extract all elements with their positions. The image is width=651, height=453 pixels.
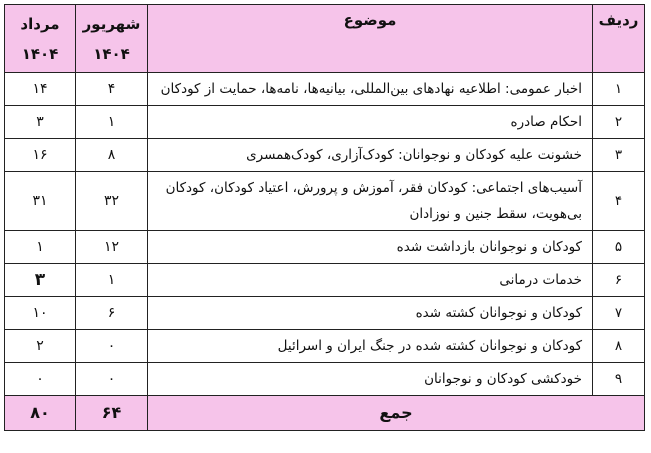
table-row <box>5 330 645 363</box>
row-topic: کودکان و نوجوانان کشته شده <box>148 297 593 330</box>
total-row <box>5 396 645 431</box>
row-index: ۲ <box>593 106 645 139</box>
total-shahrivar: ۶۴ <box>76 396 148 431</box>
row-mordad-value: ۱ <box>5 231 76 264</box>
row-mordad-value: ۱۰ <box>5 297 76 330</box>
row-index: ۴ <box>593 172 645 231</box>
header-radif: ردیف <box>593 5 645 73</box>
header-mordad-month: مرداد <box>20 14 60 33</box>
row-topic: آسیب‌های اجتماعی: کودکان فقر، آموزش و پرورش، اعتیاد کودکان، کودکان بی‌هویت، سقط جنین و نوزادان <box>148 172 593 231</box>
table-row <box>5 139 645 172</box>
row-index: ۹ <box>593 363 645 396</box>
row-topic: احکام صادره <box>148 106 593 139</box>
header-shahrivar <box>76 5 148 73</box>
table-row <box>5 363 645 396</box>
row-shahrivar-value: ۳۲ <box>76 172 148 231</box>
row-shahrivar-value: ۶ <box>76 297 148 330</box>
row-mordad-value: ۱۶ <box>5 139 76 172</box>
header-mordad <box>5 5 76 73</box>
table-row <box>5 73 645 106</box>
header-shahrivar-month: شهریور <box>82 14 141 33</box>
row-shahrivar-value: ۰ <box>76 363 148 396</box>
total-mordad: ۸۰ <box>5 396 76 431</box>
header-row <box>5 5 645 73</box>
row-mordad-value: ۱۴ <box>5 73 76 106</box>
monthly-report-table <box>4 4 645 431</box>
row-index: ۱ <box>593 73 645 106</box>
row-shahrivar-value: ۱ <box>76 106 148 139</box>
header-shahrivar-year: ۱۴۰۴ <box>93 44 130 63</box>
table-row <box>5 106 645 139</box>
total-label: جمع <box>148 396 645 431</box>
row-topic: کودکان و نوجوانان بازداشت شده <box>148 231 593 264</box>
row-shahrivar-value: ۰ <box>76 330 148 363</box>
row-topic: خشونت علیه کودکان و نوجوانان: کودک‌آزاری، کودک‌همسری <box>148 139 593 172</box>
table-row <box>5 297 645 330</box>
table-row <box>5 172 645 231</box>
row-index: ۶ <box>593 264 645 297</box>
row-topic: خودکشی کودکان و نوجوانان <box>148 363 593 396</box>
row-index: ۳ <box>593 139 645 172</box>
row-topic: کودکان و نوجوانان کشته شده در جنگ ایران و اسرائیل <box>148 330 593 363</box>
row-shahrivar-value: ۱۲ <box>76 231 148 264</box>
row-index: ۸ <box>593 330 645 363</box>
row-mordad-value: ۳ <box>5 106 76 139</box>
header-mordad-year: ۱۴۰۴ <box>21 44 59 63</box>
row-index: ۷ <box>593 297 645 330</box>
row-mordad-value: ۲ <box>5 330 76 363</box>
row-mordad-value: ۳ <box>5 264 76 297</box>
row-shahrivar-value: ۸ <box>76 139 148 172</box>
row-topic: خدمات درمانی <box>148 264 593 297</box>
table-row <box>5 264 645 297</box>
row-shahrivar-value: ۱ <box>76 264 148 297</box>
table-row <box>5 231 645 264</box>
row-mordad-value: ۰ <box>5 363 76 396</box>
header-topic: موضوع <box>148 5 593 73</box>
row-topic: اخبار عمومی: اطلاعیه نهادهای بین‌المللی، بیانیه‌ها، نامه‌ها، حمایت از کودکان <box>148 73 593 106</box>
report-table-container <box>4 4 644 431</box>
row-shahrivar-value: ۴ <box>76 73 148 106</box>
row-mordad-value: ۳۱ <box>5 172 76 231</box>
row-index: ۵ <box>593 231 645 264</box>
